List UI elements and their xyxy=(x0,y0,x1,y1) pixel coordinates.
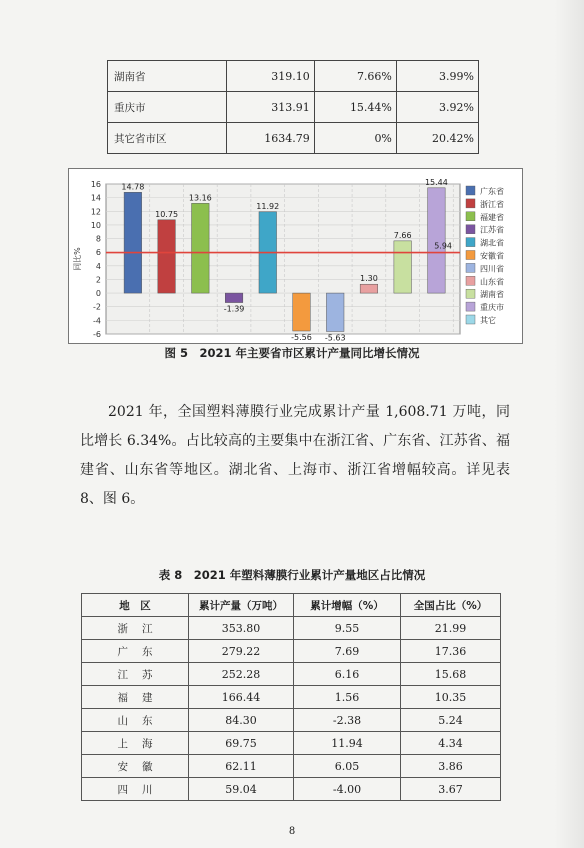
cell-value: 1634.79 xyxy=(227,123,315,154)
y-tick-label: 0 xyxy=(95,289,101,299)
y-tick-label: 12 xyxy=(90,207,101,217)
cell-growth: 15.44% xyxy=(314,92,396,123)
cell-region: 福建 xyxy=(82,686,189,709)
table-row xyxy=(82,617,501,640)
table-row xyxy=(82,732,501,755)
bar-浙江省 xyxy=(158,220,176,293)
y-tick-label: -6 xyxy=(93,330,101,339)
y-tick-label: -4 xyxy=(93,316,101,326)
y-tick-label: 16 xyxy=(90,180,101,189)
legend-swatch xyxy=(466,276,475,285)
cell-name: 重庆市 xyxy=(108,92,227,123)
cell-output: 69.75 xyxy=(189,732,294,755)
cell-share: 5.24 xyxy=(401,709,501,732)
data-label: 15.44 xyxy=(424,177,448,187)
legend-label: 安徽省 xyxy=(480,251,504,261)
bar-四川省 xyxy=(326,293,344,331)
top-table-row xyxy=(108,92,479,123)
cell-value: 319.10 xyxy=(227,61,315,92)
figure-caption: 图 5 2021 年主要省市区累计产量同比增长情况 xyxy=(164,346,420,360)
bar-福建省 xyxy=(192,203,210,293)
table-row xyxy=(82,686,501,709)
cell-growth: 0% xyxy=(314,123,396,154)
legend-label: 重庆市 xyxy=(480,303,504,313)
cell-output: 84.30 xyxy=(189,709,294,732)
y-tick-label: 4 xyxy=(95,261,101,271)
legend-label: 江苏省 xyxy=(480,225,504,235)
legend-swatch xyxy=(466,212,475,221)
bar-重庆市 xyxy=(428,188,446,293)
cell-share: 4.34 xyxy=(401,732,501,755)
header-region: 地 区 xyxy=(82,594,189,617)
cell-share: 17.36 xyxy=(401,640,501,663)
cell-share: 10.35 xyxy=(401,686,501,709)
y-tick-label: 6 xyxy=(95,248,101,258)
cell-share: 15.68 xyxy=(401,663,501,686)
legend-label: 湖南省 xyxy=(480,290,504,300)
legend-label: 广东省 xyxy=(480,187,504,196)
data-label: -1.39 xyxy=(223,304,245,314)
cell-share: 20.42% xyxy=(396,123,478,154)
legend-swatch xyxy=(466,302,475,311)
legend-swatch xyxy=(466,251,475,260)
cell-growth: 1.56 xyxy=(294,686,401,709)
cell-region: 广东 xyxy=(82,640,189,663)
cell-region: 四川 xyxy=(82,778,189,801)
legend-label: 其它 xyxy=(480,316,496,325)
cell-growth: 11.94 xyxy=(294,732,401,755)
header-share: 全国占比（%） xyxy=(401,594,501,617)
cell-output: 62.11 xyxy=(189,755,294,778)
legend-swatch xyxy=(466,186,475,195)
cell-output: 279.22 xyxy=(189,640,294,663)
data-label: -5.63 xyxy=(324,333,346,343)
province-table-continued xyxy=(107,60,479,154)
paragraph-text: 2021 年，全国塑料薄膜行业完成累计产量 1,608.71 万吨，同比增长 6.34%。占比较高的主要集中在浙江省、广东省、江苏省、福建省、山东省等地区。湖北省、上海市、浙江省增幅较高。详见表 8、图 6。 xyxy=(80,404,510,507)
bar-江苏省 xyxy=(225,293,243,302)
table-row xyxy=(82,663,501,686)
cell-output: 252.28 xyxy=(189,663,294,686)
cell-share: 3.67 xyxy=(401,778,501,801)
cell-share: 3.92% xyxy=(396,92,478,123)
legend-label: 山东省 xyxy=(480,277,504,287)
page-edge-shadow xyxy=(554,0,584,848)
bar-湖南省 xyxy=(394,241,412,293)
y-tick-label: 10 xyxy=(90,220,101,230)
table-row xyxy=(82,640,501,663)
legend-swatch xyxy=(466,225,475,234)
cell-output: 59.04 xyxy=(189,778,294,801)
cell-output: 353.80 xyxy=(189,617,294,640)
data-label: 10.75 xyxy=(155,209,179,219)
table-row xyxy=(82,778,501,801)
page-number: 8 xyxy=(288,826,296,837)
data-label: 13.16 xyxy=(188,193,212,203)
reference-line-label: 5.94 xyxy=(434,241,452,251)
header-output: 累计产量（万吨） xyxy=(189,594,294,617)
legend-swatch xyxy=(466,199,475,208)
data-label: 14.78 xyxy=(121,182,145,192)
legend-label: 福建省 xyxy=(480,212,504,222)
cell-region: 上海 xyxy=(82,732,189,755)
cell-growth: 9.55 xyxy=(294,617,401,640)
table-row xyxy=(82,755,501,778)
legend-label: 浙江省 xyxy=(480,199,504,209)
body-paragraph xyxy=(80,398,510,514)
cell-region: 山东 xyxy=(82,709,189,732)
cell-growth: -4.00 xyxy=(294,778,401,801)
cell-output: 166.44 xyxy=(189,686,294,709)
data-label: 7.66 xyxy=(393,230,412,240)
legend-swatch xyxy=(466,315,475,324)
bar-山东省 xyxy=(360,284,378,293)
cell-growth: 7.69 xyxy=(294,640,401,663)
legend-swatch xyxy=(466,289,475,298)
y-tick-label: 14 xyxy=(90,193,101,203)
cell-region: 浙江 xyxy=(82,617,189,640)
legend-swatch xyxy=(466,238,475,247)
growth-bar-chart xyxy=(68,168,523,344)
data-label: 11.92 xyxy=(256,201,280,211)
chart-svg xyxy=(68,168,523,344)
data-label: -5.56 xyxy=(291,333,312,342)
cell-growth: 7.66% xyxy=(314,61,396,92)
top-table-row xyxy=(108,123,479,154)
cell-share: 21.99 xyxy=(401,617,501,640)
cell-region: 江苏 xyxy=(82,663,189,686)
y-tick-label: -2 xyxy=(93,302,101,312)
data-label: 1.30 xyxy=(360,274,378,284)
bar-安徽省 xyxy=(293,293,311,331)
legend-swatch xyxy=(466,263,475,272)
bar-广东省 xyxy=(124,192,142,293)
cell-growth: -2.38 xyxy=(294,709,401,732)
cell-region: 安徽 xyxy=(82,755,189,778)
cell-name: 其它省市区 xyxy=(108,123,227,154)
table8 xyxy=(81,593,501,801)
cell-share: 3.99% xyxy=(396,61,478,92)
legend-label: 四川省 xyxy=(480,264,504,274)
top-table-row xyxy=(108,61,479,92)
y-tick-label: 2 xyxy=(95,275,101,285)
cell-growth: 6.16 xyxy=(294,663,401,686)
cell-name: 湖南省 xyxy=(108,61,227,92)
cell-growth: 6.05 xyxy=(294,755,401,778)
table-row xyxy=(82,709,501,732)
y-axis-label: 同比% xyxy=(73,247,82,271)
cell-share: 3.86 xyxy=(401,755,501,778)
cell-value: 313.91 xyxy=(227,92,315,123)
header-growth: 累计增幅（%） xyxy=(294,594,401,617)
legend-label: 湖北省 xyxy=(480,238,504,248)
table8-title: 表 8 2021 年塑料薄膜行业累计产量地区占比情况 xyxy=(158,568,426,582)
y-tick-label: 8 xyxy=(95,234,101,244)
